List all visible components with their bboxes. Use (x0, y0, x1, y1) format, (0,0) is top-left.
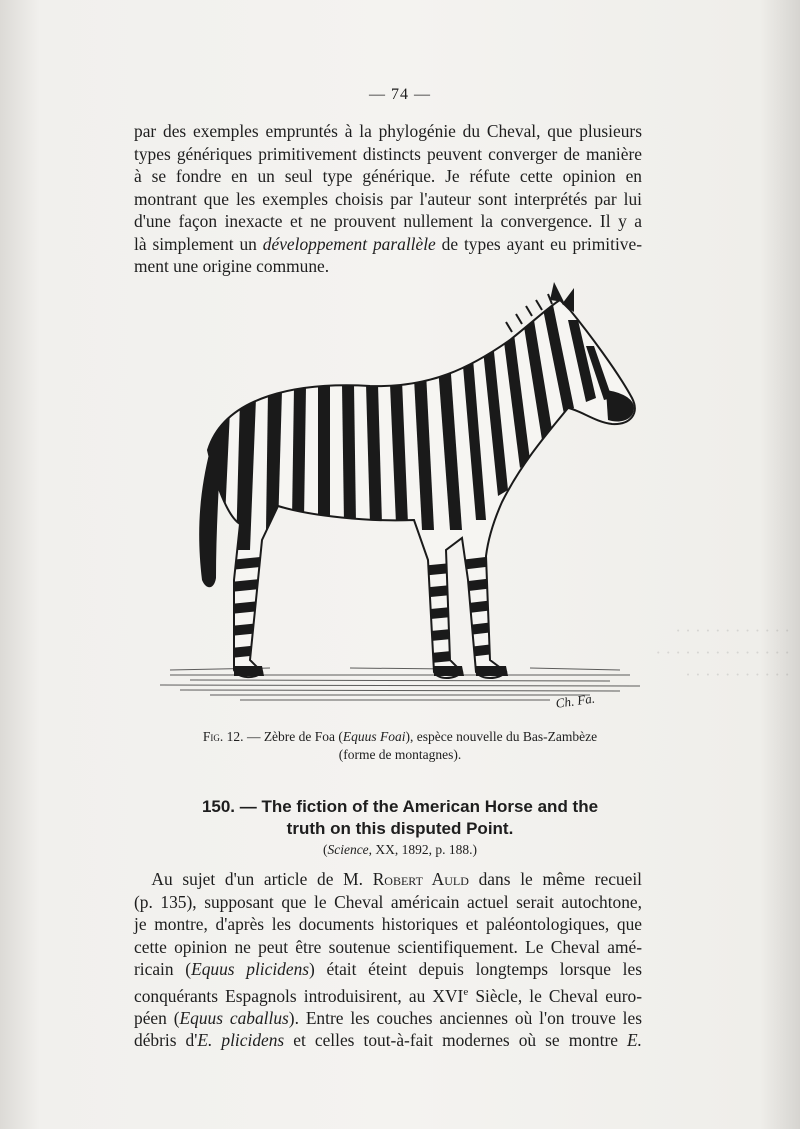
text-line: ricain (Equus plicidens) était éteint depuis longtemps lorsque les (134, 959, 642, 979)
text-line: débris d'E. plicidens et celles tout-à-fait modernes où se montre E. (134, 1030, 642, 1051)
text-line: par des exemples empruntés à la phylogénie du Cheval, que plusieurs (134, 121, 642, 141)
text-line: conquérants Espagnols introduisirent, au XVIe Siècle, le Cheval euro- (134, 985, 642, 1006)
figure-caption: Fig. 12. — Zèbre de Foa (Equus Foai), espèce nouvelle du Bas-Zambèze (forme de montagnes). (202, 729, 598, 762)
text-line: je montre, d'après les documents historiques et paléontologiques, que (134, 914, 642, 934)
text-line: montrant que les exemples choisis par l'auteur sont interprétés par lui (134, 188, 642, 209)
species-name: Equus Foai (342, 729, 406, 744)
illustrator-signature: Ch. Fa. (554, 690, 596, 711)
text-line: à se fondre en un seul type générique. Je réfute cette opinion en (134, 166, 642, 186)
bleed-through-text: · · · · · · · · · · · · · · · · · · · · · · · · · · · · · · · · · · · · · (655, 621, 790, 684)
figure-label: Fig. 12. (202, 729, 244, 744)
author-name: Robert Auld (372, 869, 469, 889)
text-line: cette opinion ne peut être soutenue scientifiquement. Le Cheval amé- (134, 936, 642, 957)
text-line: Au sujet d'un article de M. Robert Auld dans le même recueil (151, 869, 642, 889)
text-line: d'une façon inexacte et ne prouvent nullement la convergence. Il y a (134, 211, 642, 231)
text-line: là simplement un développement parallèle de types ayant eu primitive- (134, 233, 642, 254)
page-number: — 74 — (369, 86, 431, 103)
text-line: péen (Equus caballus). Entre les couches anciennes où l'on trouve les (134, 1007, 642, 1028)
text-line: ment une origine commune. (134, 256, 330, 276)
italic-term: développement parallèle (262, 233, 436, 254)
body-paragraph (134, 868, 642, 1052)
citation: (Science, XX, 1892, p. 188.) (322, 842, 478, 857)
text-line: (p. 135), supposant que le Cheval américain actuel serait autochtone, (134, 891, 642, 912)
journal-name: Science (327, 842, 369, 857)
intro-paragraph (134, 120, 642, 278)
section-title: 150. — The fiction of the American Horse and the truth on this disputed Point. (201, 797, 599, 838)
text-line: types génériques primitivement distincts peuvent converger de manière (134, 143, 642, 164)
zebra-illustration (150, 280, 650, 720)
